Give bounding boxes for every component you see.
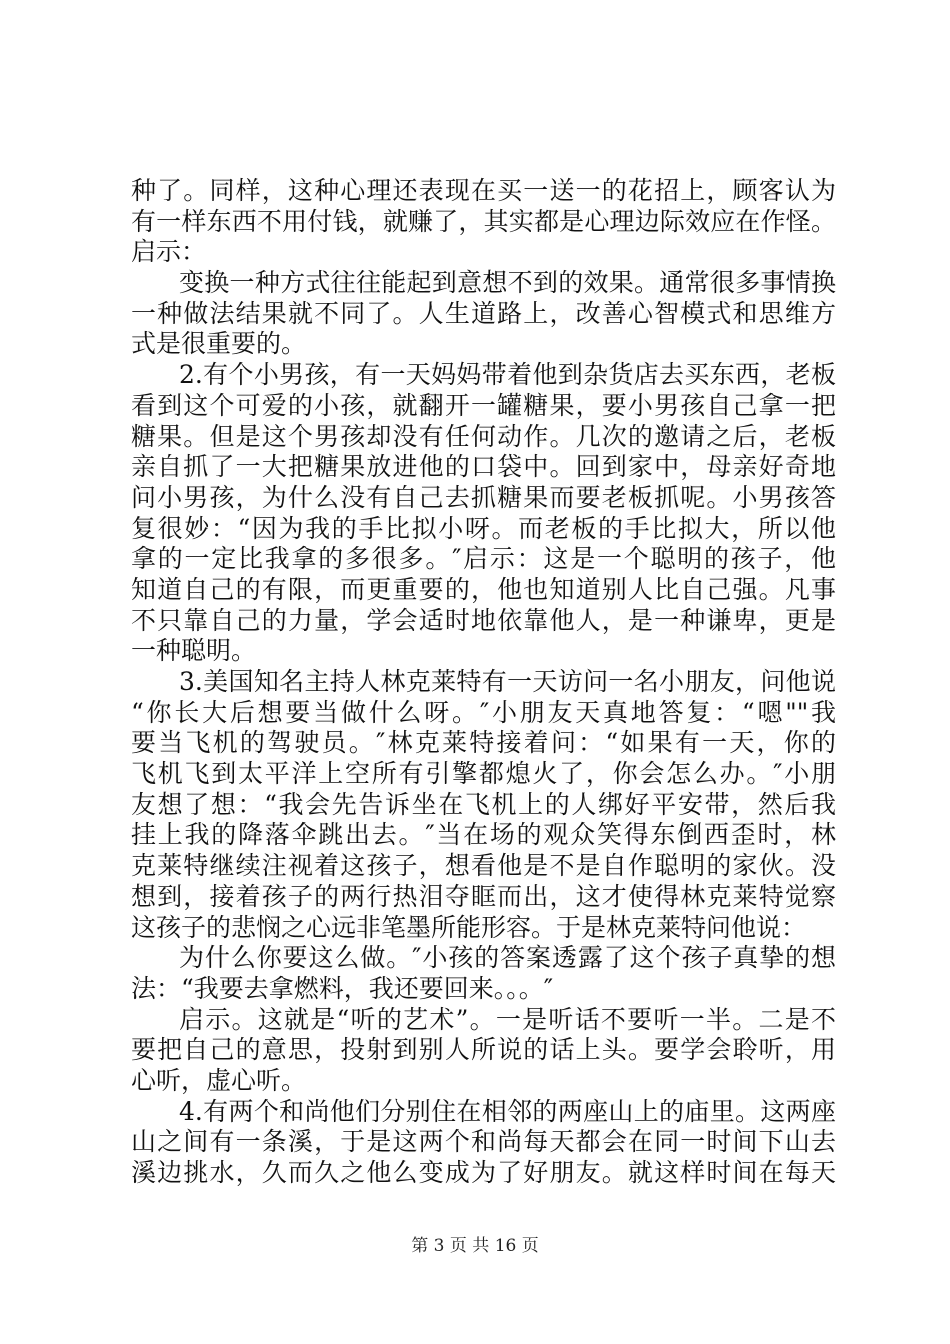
text-line: 式是很重要的。 bbox=[131, 329, 307, 359]
text-line: 心听，虚心听。 bbox=[131, 1065, 307, 1095]
text-line: 要当飞机的驾驶员。″林克莱特接着问：“如果有一天，你的 bbox=[131, 728, 836, 758]
text-line: 看到这个可爱的小孩，就翻开一罐糖果，要小男孩自己拿一把 bbox=[131, 390, 836, 420]
text-line: 友想了想：“我会先告诉坐在飞机上的人绑好平安带，然后我 bbox=[131, 789, 836, 819]
page-footer: 第 3 页 共 16 页 bbox=[411, 1236, 539, 1256]
document-body bbox=[131, 176, 836, 1189]
text-line: 想到，接着孩子的两行热泪夺眶而出，这才使得林克莱特觉察 bbox=[131, 881, 836, 911]
text-line: 亲自抓了一大把糖果放进他的口袋中。回到家中，母亲好奇地 bbox=[131, 452, 836, 482]
text-line: “你长大后想要当做什么呀。″小朋友天真地答复：“嗯""我 bbox=[131, 697, 836, 727]
text-line: 4.有两个和尚他们分别住在相邻的两座山上的庙里。这两座 bbox=[179, 1096, 836, 1126]
text-line: 启示： bbox=[131, 237, 207, 267]
text-line: 一种做法结果就不同了。人生道路上，改善心智模式和思维方 bbox=[131, 298, 836, 328]
text-line: 不只靠自己的力量，学会适时地依靠他人，是一种谦卑，更是 bbox=[131, 605, 836, 635]
text-line: 山之间有一条溪，于是这两个和尚每天都会在同一时间下山去 bbox=[131, 1127, 836, 1157]
text-line: 问小男孩，为什么没有自己去抓糖果而要老板抓呢。小男孩答 bbox=[131, 482, 836, 512]
text-line: 3.美国知名主持人林克莱特有一天访问一名小朋友，问他说 bbox=[179, 667, 836, 696]
text-line: 这孩子的悲悯之心远非笔墨所能形容。于是林克莱特问他说： bbox=[131, 912, 807, 942]
text-line: 溪边挑水，久而久之他么变成为了好朋友。就这样时间在每天 bbox=[131, 1158, 836, 1187]
text-line: 复很妙：“因为我的手比拟小呀。而老板的手比拟大，所以他 bbox=[131, 513, 836, 543]
text-line: 飞机飞到太平洋上空所有引擎都熄火了，你会怎么办。″小朋 bbox=[131, 759, 836, 789]
text-line: 有一样东西不用付钱，就赚了，其实都是心理边际效应在作怪。 bbox=[131, 206, 836, 236]
text-line: 知道自己的有限，而更重要的，他也知道别人比自己强。凡事 bbox=[131, 574, 836, 604]
text-line: 要把自己的意思，投射到别人所说的话上头。要学会聆听，用 bbox=[131, 1035, 836, 1065]
text-line: 糖果。但是这个男孩却没有任何动作。几次的邀请之后，老板 bbox=[131, 421, 836, 451]
text-line: 一种聪明。 bbox=[131, 636, 257, 666]
text-line: 为什么你要这么做。″小孩的答案透露了这个孩子真挚的想 bbox=[179, 943, 836, 973]
text-line: 克莱特继续注视着这孩子，想看他是不是自作聪明的家伙。没 bbox=[131, 851, 836, 881]
text-line: 变换一种方式往往能起到意想不到的效果。通常很多事情换 bbox=[179, 268, 836, 298]
text-line: 种了。同样，这种心理还表现在买一送一的花招上，顾客认为 bbox=[131, 176, 836, 205]
text-line: 法：“我要去拿燃料，我还要回来。。。″ bbox=[131, 973, 554, 1003]
text-line: 拿的一定比我拿的多很多。″启示：这是一个聪明的孩子，他 bbox=[131, 544, 836, 574]
text-line: 挂上我的降落伞跳出去。″当在场的观众笑得东倒西歪时，林 bbox=[131, 820, 836, 850]
text-line: 启示。这就是“听的艺术”。一是听话不要听一半。二是不 bbox=[179, 1004, 836, 1034]
text-line: 2.有个小男孩，有一天妈妈带着他到杂货店去买东西，老板 bbox=[179, 360, 836, 390]
